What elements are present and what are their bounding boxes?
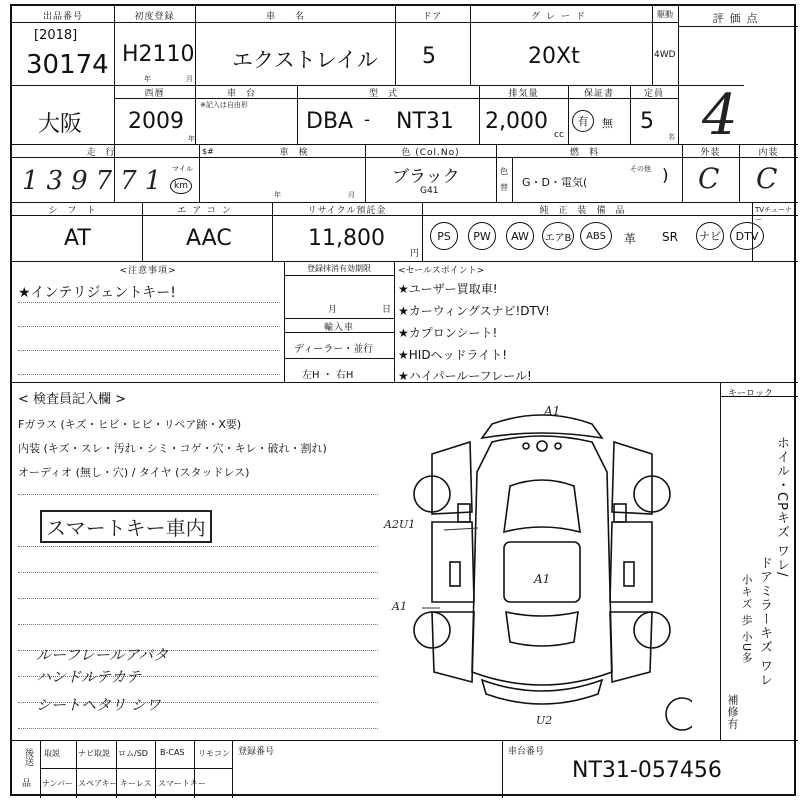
mark-side-lower: A1 xyxy=(392,600,407,613)
recycle-value: 11,800 xyxy=(308,226,385,251)
inspect-month: 月 xyxy=(348,191,355,199)
sales-point: ★カーウィングスナビ!DTV! xyxy=(398,304,550,318)
warranty-no: 無 xyxy=(602,117,613,130)
hand-note: シートヘタリ シワ xyxy=(36,696,161,714)
equip-dtv: DTV xyxy=(730,222,764,250)
footer-item: リモコン xyxy=(198,749,230,758)
western-label: 西暦 xyxy=(144,89,165,99)
interior-grade: C xyxy=(756,162,778,195)
audio-tire-line: オーディオ (無し・穴) / タイヤ (スタッドレス) xyxy=(18,466,250,479)
shift-value: AT xyxy=(64,226,91,251)
lot-no-label: 出品番号 xyxy=(42,12,83,22)
shift-label: シフト xyxy=(48,206,106,216)
first-reg-label: 初度登録 xyxy=(134,12,175,22)
drive-label: 駆動 xyxy=(657,10,673,19)
warranty-label: 保証書 xyxy=(583,89,614,99)
fuel-options: G・D・電気( xyxy=(522,176,588,189)
fuel-other: その他 xyxy=(630,165,651,173)
footer-item: 取説 xyxy=(44,749,60,758)
footer-item: ナビ取説 xyxy=(78,749,110,758)
after-label-2: 品 xyxy=(22,779,32,789)
color-name: ブラック xyxy=(392,167,460,187)
reg-expiry-label: 登録抹消有効期限 xyxy=(307,264,371,273)
model-label: 型式 xyxy=(368,89,407,99)
glass-line: Fガラス (キズ・ヒビ・ヒビ・リペア跡・X要) xyxy=(18,418,242,431)
car-name: エクストレイル xyxy=(232,48,378,72)
inspect-year: 年 xyxy=(274,191,281,199)
chassis-label: 車台番号 xyxy=(508,747,545,757)
mark-rear: U2 xyxy=(536,714,553,727)
color-code: G41 xyxy=(420,186,439,196)
grade-label: グレード xyxy=(530,12,591,22)
month-unit: 月 xyxy=(186,75,193,83)
car-damage-diagram xyxy=(392,402,692,732)
exterior-grade: C xyxy=(698,162,720,195)
equip-pw: PW xyxy=(468,222,496,250)
keylock-text-3: 小キズ 歩 小U多 xyxy=(740,574,753,665)
caution-label: <注意事項> xyxy=(119,266,177,276)
km-unit: km xyxy=(170,178,192,194)
western-year: 2009 xyxy=(128,109,184,134)
equip-leather: 革 xyxy=(624,232,637,246)
grade: 20Xt xyxy=(528,44,580,69)
model-dash: - xyxy=(364,110,371,130)
cc-unit: cc xyxy=(554,130,564,140)
equip-navi: ナビ xyxy=(696,222,724,250)
sales-point: ★カプロンシート! xyxy=(398,326,498,340)
note-label: ※記入は自由形 xyxy=(200,101,248,109)
chassis-number: NT31-057456 xyxy=(572,758,722,783)
fuel-close: ) xyxy=(662,166,669,186)
mark-roof: A1 xyxy=(534,572,551,586)
score-value: 4 xyxy=(702,83,738,148)
score-label: 評価点 xyxy=(712,12,764,25)
hand-note: ルーフレールアバタ xyxy=(36,646,169,664)
car-name-label: 車名 xyxy=(265,12,324,22)
warranty-yes: 有 xyxy=(572,110,594,132)
smart-key-stamp: スマートキー車内 xyxy=(40,510,212,543)
year-unit: 年 xyxy=(144,75,151,83)
exterior-label: 外装 xyxy=(700,148,721,158)
ac-value: AAC xyxy=(186,226,232,251)
equip-abs: ABS xyxy=(580,222,612,250)
lot-number: 30174 xyxy=(26,50,109,80)
western-year-unit: 年 xyxy=(188,135,195,143)
keylock-text-1: ホイル・CPキズ ワレ/ xyxy=(774,436,789,578)
caution-item: ★インテリジェントキー! xyxy=(18,285,176,301)
footer-item: スペアキー xyxy=(78,779,118,788)
mileage-label: 走行 xyxy=(86,148,125,158)
cc-value: 2,000 xyxy=(485,109,548,134)
handle-label: 左H ・ 右H xyxy=(302,370,354,381)
recycle-label: リサイクル預託金 xyxy=(307,206,387,216)
mark-side-upper: A2U1 xyxy=(384,518,416,531)
body-label: 車台 xyxy=(226,89,265,99)
auction-sheet xyxy=(10,4,796,796)
cc-label: 排気量 xyxy=(508,89,539,99)
equip-aw: AW xyxy=(506,222,534,250)
sales-label: <セールスポイント> xyxy=(398,266,485,276)
capacity-label: 定員 xyxy=(643,89,664,99)
equip-ps: PS xyxy=(430,222,458,250)
doors: 5 xyxy=(422,44,436,69)
color-change-1: 色 xyxy=(500,167,508,176)
interior-label: 内装 xyxy=(758,148,779,158)
footer-item: ロム/SD xyxy=(118,749,148,758)
capacity-unit: 名 xyxy=(668,133,675,141)
venue: 大阪 xyxy=(38,112,83,137)
mile-unit: マイル xyxy=(172,165,193,173)
sharp-label: $# xyxy=(202,147,214,156)
mark-front: A1 xyxy=(544,404,561,418)
interior-damage-line: 内装 (キズ・スレ・汚れ・シミ・コゲ・穴・キレ・破れ・割れ) xyxy=(18,442,327,455)
footer-item: ナンバー xyxy=(42,779,74,788)
color-change-2: 替 xyxy=(500,183,508,192)
tuner-label: TVチューナー xyxy=(755,206,792,224)
import-label: 輸入車 xyxy=(323,323,354,333)
reg-expiry-month: 月 xyxy=(328,305,338,315)
model-prefix: DBA xyxy=(306,109,354,134)
sales-point: ★ユーザー買取車! xyxy=(398,282,498,296)
color-label: 色 (Col.No) xyxy=(401,148,460,158)
keylock-text-4: 補修有 xyxy=(726,694,739,730)
after-label-1: 後送 xyxy=(23,748,33,766)
drive-value: 4WD xyxy=(654,50,676,60)
mileage-value: 139771 xyxy=(22,166,170,196)
keylock-label: キーロック xyxy=(728,389,773,399)
sales-point: ★ハイパールーフレール! xyxy=(398,369,532,383)
hand-note: ハンドルテカテ xyxy=(36,668,141,686)
inspection-label: 車検 xyxy=(279,148,318,158)
dealer-label: ディーラー・並行 xyxy=(294,344,374,355)
keylock-text-2: ドアミラーキズ ワレ xyxy=(757,556,772,688)
equipment-label: 純正装備品 xyxy=(539,206,635,216)
inspector-title: < 検査員記入欄 > xyxy=(18,392,127,407)
door-label: ドア xyxy=(422,12,443,22)
footer-item: B-CAS xyxy=(160,748,185,757)
fuel-label: 燃料 xyxy=(569,148,608,158)
reg-no-label: 登録番号 xyxy=(238,747,275,757)
equip-sr: SR xyxy=(662,230,678,244)
equip-airbag: エアB xyxy=(542,222,574,250)
model-code: NT31 xyxy=(396,109,454,134)
capacity: 5 xyxy=(640,109,654,134)
footer-item: キーレス xyxy=(120,779,152,788)
footer-item: スマートキー xyxy=(158,779,206,788)
year-badge: [2018] xyxy=(34,28,78,43)
reg-expiry-day: 日 xyxy=(382,305,392,315)
first-reg-value: H2110 xyxy=(122,42,195,67)
yen-unit: 円 xyxy=(410,249,420,259)
ac-label: エアコン xyxy=(177,206,237,216)
sales-point: ★HIDヘッドライト! xyxy=(398,348,508,362)
